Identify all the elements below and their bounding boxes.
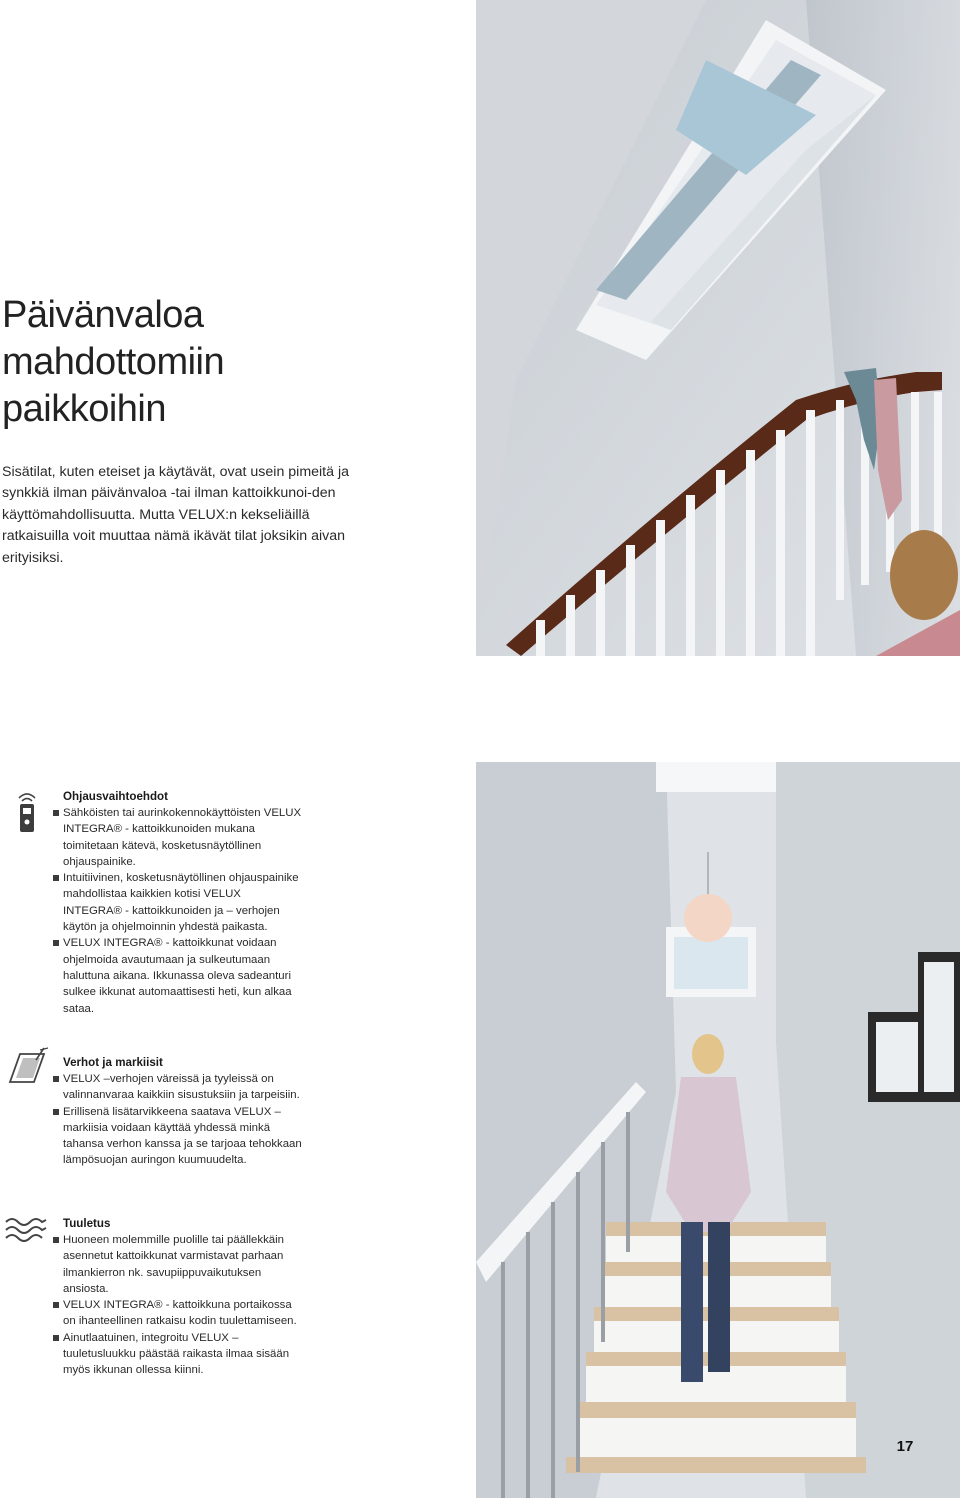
section-ventilation xyxy=(63,1216,303,1379)
skylight-staircase-photo xyxy=(476,0,960,656)
section-list xyxy=(63,1071,303,1169)
list-item: Ainutlaatuinen, integroitu VELUX – tuuletusluukku päästää raikasta ilmaa sisään myös ikkunan ollessa kiinni. xyxy=(63,1330,303,1379)
section-list xyxy=(63,805,303,1017)
list-item: Sähköisten tai aurinkokennokäyttöisten VELUX INTEGRA® - kattoikkunoiden mukana toimitetaan kätevä, kosketusnäytöllinen ohjauspainike. xyxy=(63,805,303,870)
section-list xyxy=(63,1232,303,1379)
intro-paragraph: Sisätilat, kuten eteiset ja käytävät, ovat usein pimeitä ja synkkiä ilman päivänvaloa -tai ilman kattoikkunoi-den käyttömahdollisuutta. Mutta VELUX:n kekseliäillä ratkaisuilla voit muuttaa nämä ikävät tilat joksikin aivan erityisiksi. xyxy=(2,464,349,566)
section-title: Tuuletus xyxy=(63,1217,111,1230)
title-line: Päivänvaloa xyxy=(2,294,204,336)
remote-control-icon xyxy=(12,788,42,834)
section-controls xyxy=(63,789,303,1017)
page-number: 17 xyxy=(896,1438,914,1455)
list-item: VELUX INTEGRA® - kattoikkuna portaikossa on ihanteellinen ratkaisu kodin tuulettamiseen. xyxy=(63,1297,303,1330)
section-title: Ohjausvaihtoehdot xyxy=(63,790,168,803)
section-title: Verhot ja markiisit xyxy=(63,1056,163,1069)
window-blind-icon xyxy=(6,1046,50,1086)
ventilation-icon xyxy=(4,1214,48,1242)
list-item: VELUX –verhojen väreissä ja tyyleissä on valinnanvaraa kaikkiin sisustuksiin ja tarpeisiin. xyxy=(63,1071,303,1104)
section-blinds xyxy=(63,1055,303,1169)
staircase-woman-photo xyxy=(476,762,960,1498)
list-item: VELUX INTEGRA® - kattoikkunat voidaan ohjelmoida avautumaan ja sulkeutumaan haluttuna aikana. Ikkunassa oleva sadeanturi sulkee ikkunat automaattisesti heti, kun alkaa sataa. xyxy=(63,935,303,1016)
list-item: Huoneen molemmille puolille tai päällekkäin asennetut kattoikkunat varmistavat parhaan ilmankierron nk. savupiippuvaikutuksen ansiosta. xyxy=(63,1232,303,1297)
title-line: paikkoihin xyxy=(2,388,166,430)
page-title xyxy=(2,292,302,433)
list-item: Intuitiivinen, kosketusnäytöllinen ohjauspainike mahdollistaa kaikkien kotisi VELUX INTEGRA® - kattoikkunoiden ja – verhojen käytön ja ohjelmoinnin yhdestä paikasta. xyxy=(63,870,303,935)
list-item: Erillisenä lisätarvikkeena saatava VELUX – markiisia voidaan käyttää yhdessä minkä tahansa verhon kanssa ja se tarjoaa tehokkaan lämpösuojan auringon kuumuudelta. xyxy=(63,1104,303,1169)
title-line: mahdottomiin xyxy=(2,341,225,383)
